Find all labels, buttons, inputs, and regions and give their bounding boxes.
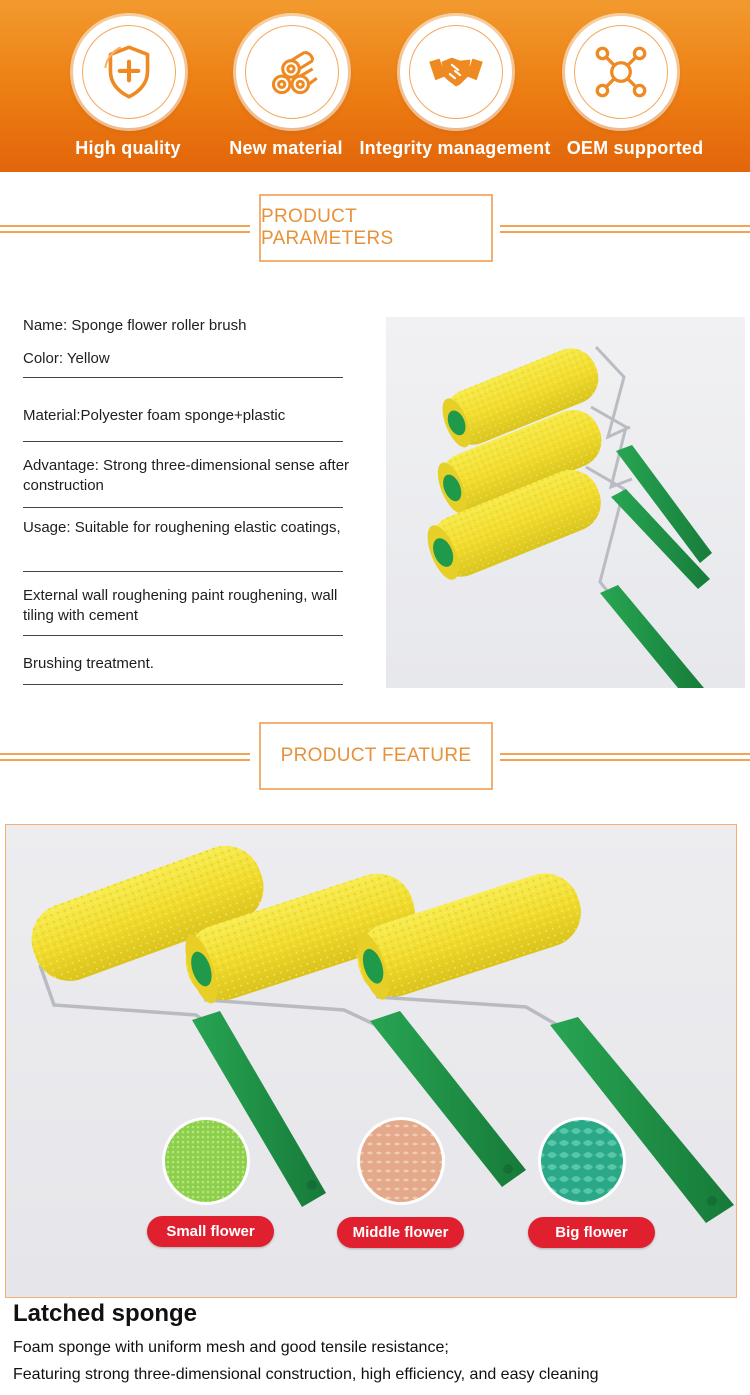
header-rule [500,753,750,761]
feature-heading: Latched sponge [13,1300,198,1327]
param-treatment: Brushing treatment. [23,655,154,672]
roller-brush-image [386,317,745,688]
integrity-badge [400,16,512,128]
material-badge [236,16,348,128]
parameters-title: PRODUCT PARAMETERS [259,194,493,262]
texture-swatches [162,1117,626,1205]
divider [23,635,343,636]
features-banner [0,0,750,172]
badge-label: OEM supported [566,138,704,158]
oem-badge [565,16,677,128]
quality-badge [73,16,185,128]
divider [23,377,343,378]
handshake-icon [423,39,489,105]
param-application: External wall roughening paint roughening, wall tiling with cement [23,587,338,624]
feature-header [0,722,750,792]
param-color: Color: Yellow [23,350,110,367]
param-advantage: Advantage: Strong three-dimensional sense after construction [23,457,350,494]
divider [23,507,343,508]
param-material: Material:Polyester foam sponge+plastic [23,407,286,424]
feature-description: Foam sponge with uniform mesh and good tensile resistance; [13,1339,449,1356]
badge-label: New material [229,138,343,158]
feature-description: Featuring strong three-dimensional construction, high efficiency, and easy cleaning [13,1366,599,1383]
feature-title: PRODUCT FEATURE [259,722,493,790]
header-rule [0,225,250,233]
material-rolls-icon [259,39,325,105]
product-photo [386,317,745,688]
divider [23,441,343,442]
divider [23,684,343,685]
badge-label: Integrity management [359,138,551,158]
shield-plus-icon [96,39,162,105]
divider [23,571,343,572]
badge-label: High quality [75,138,181,158]
parameters-header [0,194,750,264]
header-rule [500,225,750,233]
size-label-small: Small flower [147,1216,274,1247]
header-rule [0,753,250,761]
param-usage: Usage: Suitable for roughening elastic coatings, [23,519,341,536]
size-label-big: Big flower [528,1217,655,1248]
param-name: Name: Sponge flower roller brush [23,317,247,334]
feature-photo [5,824,737,1298]
size-label-middle: Middle flower [337,1217,464,1248]
network-nodes-icon [588,39,654,105]
